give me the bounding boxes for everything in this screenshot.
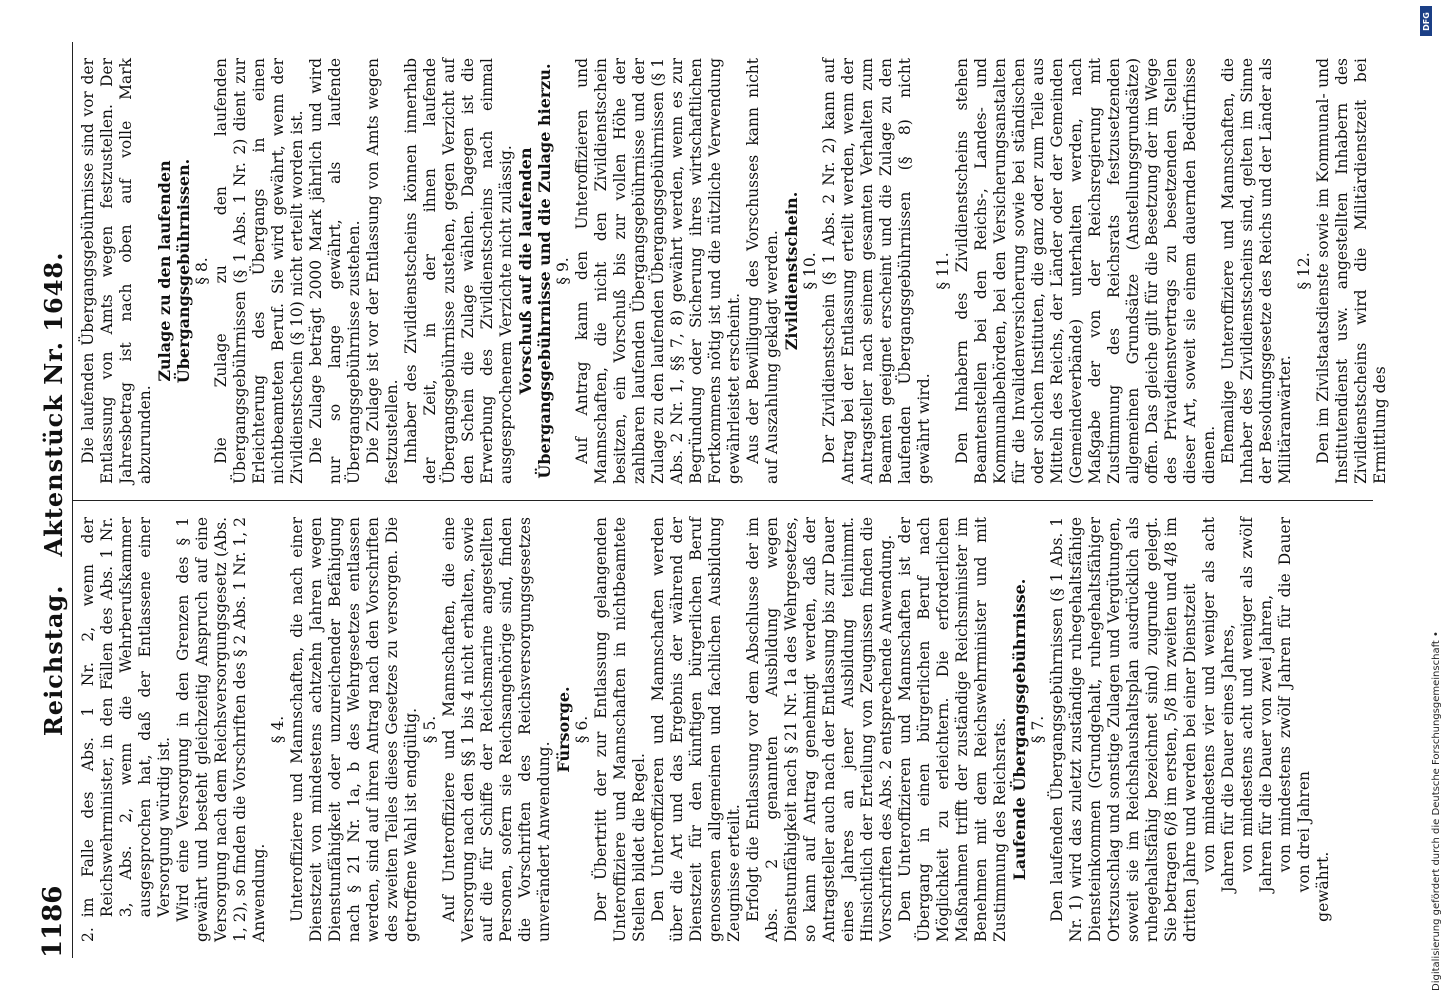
dfg-logo xyxy=(1420,6,1432,36)
paragraph: Die Zulage zu den laufenden Übergangsgebührnissen (§ 1 Abs. 1 Nr. 2) dient zur Erleichterung des Übergangs in einen nichtbeamteten Beruf. Sie wird gewährt, wenn der Zivildienstschein (§ 10) nicht erteilt worden ist. xyxy=(212,58,306,484)
left-column xyxy=(73,500,1373,958)
section-heading: Zulage zu den laufenden Übergangsgebührnissen. xyxy=(155,158,193,384)
digitization-credit xyxy=(1418,8,1442,998)
paragraph: Den Unteroffizieren und Mannschaften werden über die Art und das Ergebnis der während der Dienstzeit für den künftigen bürgerlichen Beruf genossenen allgemeinen und fachlichen Ausbildung Zeugnisse erteilt. xyxy=(649,517,743,942)
section-number: § 5. xyxy=(421,715,439,744)
paragraph: Auf Unteroffiziere und Mannschaften, die eine Versorgung nach den §§ 1 bis 4 nicht erhalten, sowie auf die für Schiffe der Reichsmarine angestellten Personen, sofern sie Reichsangehörige sind, finden die Vorschriften des Reichsversorgungsgesetzes unverändert Anwendung. xyxy=(440,517,553,942)
text-columns xyxy=(73,42,1389,958)
paragraph: Den im Zivilstaatsdienste sowie im Kommunal- und Institutendienst usw. angestellten Inhabern des Zivildienstscheins wird die Militärdienstzeit bei Ermittlung des xyxy=(1314,58,1389,484)
dfg-logo-text: DFG xyxy=(1421,11,1431,31)
item-number: 2. xyxy=(79,927,97,942)
section-number: § 6. xyxy=(573,715,591,744)
parliament-name: Reichstag. xyxy=(39,584,68,737)
item-text: im Falle des Abs. 1 Nr. 2, wenn der Reichswehrminister, in den Fällen des Abs. 1 Nr. 3, Abs. 2, wenn die Wehrberufskammer ausgesprochen hat, daß der Entlassene einer Versorgung würdig ist. xyxy=(79,517,173,918)
section-heading: Fürsorge. xyxy=(554,686,573,773)
paragraph: Der Zivildienstschein (§ 1 Abs. 2 Nr. 2) kann auf Antrag bei der Entlassung erteilt werden, wenn der Antragsteller nach seinem gesamten Verhalten zum Beamten geeignet erscheint und die Zulage zu den laufenden Übergangsgebührnissen (§ 8) nicht gewährt wird. xyxy=(820,58,933,484)
page-header xyxy=(28,42,73,958)
paragraph: Der Übertritt der zur Entlassung gelangenden Unteroffiziere und Mannschaften in nichtbeamtete Stellen bildet die Regel. xyxy=(592,517,648,942)
section-number: § 11. xyxy=(934,252,952,290)
paragraph: Wird eine Versorgung in den Grenzen des § 1 gewährt und besteht gleichzeitig Anspruch auf eine Versorgung nach dem Reichsversorgungsgesetz (Abs. 1, 2), so finden die Vorschriften des § 2 Abs. 1 Nr. 1, 2 Anwendung. xyxy=(174,517,268,942)
section-heading: Laufende Übergangsgebührnisse. xyxy=(1010,578,1029,881)
paragraph: Die Zulage beträgt 2000 Mark jährlich und wird nur so lange gewährt, als laufende Übergangsgebührnisse zustehen. xyxy=(307,58,363,484)
paragraph: Die laufenden Übergangsgebührnisse sind vor der Entlassung von Amts wegen festzustellen. Der Jahresbetrag ist nach oben auf volle Mark abzurunden. xyxy=(79,58,154,484)
paragraph: Unteroffiziere und Mannschaften, die nach einer Dienstzeit von mindestens achtzehn Jahren wegen Dienstunfähigkeit oder unzureichender Befähigung nach § 21 Nr. 1a, b des Wehrgesetzes entlassen werden, sind auf ihren Antrag nach den Vorschriften des zweiten Teiles dieses Gesetzes zu versorgen. Die getroffene Wahl ist endgültig. xyxy=(288,517,420,942)
section-heading: Vorschuß auf die laufenden Übergangsgebührnisse und die Zulage hierzu. xyxy=(516,63,554,479)
paragraph: Aus der Bewilligung des Vorschusses kann nicht auf Auszahlung geklagt werden. xyxy=(744,58,781,484)
paragraph: Den Inhabern des Zivildienstscheins stehen Beamtenstellen bei den Reichs-, Landes- und Kommunalbehörden, bei den Versicherungsanstalten für die Invalidenversicherung sowie bei ständischen oder solchen Instituten, die ganz oder zum Teile aus Mitteln des Reichs, der Länder oder der Gemeinden (Gemeindeverbände) unterhalten werden, nach Maßgabe der von der Reichsregierung mit Zustimmung des Reichsrats festzusetzenden allgemeinen Grundsätze (Anstellungsgrundsätze) offen. Das gleiche gilt für die Besetzung der im Wege des Privatdienstvertrags zu besetzenden Stellen dieser Art, soweit sie einem dauernden Bedürfnisse dienen. xyxy=(953,58,1218,484)
page-number: 1186 xyxy=(38,885,68,958)
list-item xyxy=(79,517,174,942)
section-number: § 12. xyxy=(1295,252,1313,290)
section-heading: Zivildienstschein. xyxy=(782,191,801,351)
paragraph: Auf Antrag kann den Unteroffizieren und Mannschaften, die nicht den Zivildienstschein besitzen, ein Vorschuß bis zur vollen Höhe der zahlbaren laufenden Übergangsgebührnisse und der Zulage zu den laufenden Übergangsgebührnissen (§ 1 Abs. 2 Nr. 1, §§ 7, 8) gewährt werden, wenn es zur Begründung oder Sicherung ihres wirtschaftlichen Fortkommens nötig ist und die nützliche Verwendung gewährleistet erscheint. xyxy=(573,58,743,484)
duration-line: von mindestens vier und weniger als acht Jahren für die Dauer eines Jahres, xyxy=(1200,517,1237,893)
document-page xyxy=(20,20,1400,980)
paragraph: Den Unteroffizieren und Mannschaften ist der Übergang in einen bürgerlichen Beruf nach Möglichkeit zu erleichtern. Die erforderlichen Maßnahmen trifft der zuständige Reichsminister im Benehmen mit dem Reichswehrminister und mit Zustimmung des Reichsrats. xyxy=(896,517,1009,942)
credit-text: Digitalisierung gefördert durch die Deutsche Forschungsgemeinschaft • xyxy=(1431,631,1442,991)
paragraph: Den laufenden Übergangsgebührnissen (§ 1 Abs. 1 Nr. 1) wird das zuletzt zuständige ruhegehaltsfähige Diensteinkommen (Grundgehalt, ruhegehaltsfähiger Ortszuschlag und sonstige Zulagen und Vergütungen, soweit sie im Reichshaushaltsplan ausdrücklich als ruhegehaltsfähig bezeichnet sind) zugrunde gelegt. Sie betragen 6/8 im ersten, 5/8 im zweiten und 4/8 im dritten Jahre und werden bei einer Dienstzeit xyxy=(1048,517,1199,942)
section-number: § 7. xyxy=(1029,715,1047,744)
paragraph: Erfolgt die Entlassung vor dem Abschlusse der im Abs. 2 genannten Ausbildung wegen Dienstunfähigkeit nach § 21 Nr. 1a des Wehrgesetzes, so kann auf Antrag genehmigt werden, daß der Antragsteller auch nach der Entlassung bis zur Dauer eines Jahres an jener Ausbildung teilnimmt. Hinsichtlich der Erteilung von Zeugnissen finden die Vorschriften des Abs. 2 entsprechende Anwendung. xyxy=(744,517,895,942)
paragraph: Die Zulage ist vor der Entlassung von Amts wegen festzustellen. xyxy=(364,58,401,484)
section-number: § 4. xyxy=(269,715,287,744)
paragraph: Inhaber des Zivildienstscheins können innerhalb der Zeit, in der ihnen laufende Übergangsgebührnisse zustehen, gegen Verzicht auf den Schein die Zulage wählen. Dagegen ist die Erwerbung des Zivildienstscheins nach einmal ausgesprochenem Verzichte nicht zulässig. xyxy=(402,58,515,484)
section-number: § 10. xyxy=(801,252,819,290)
paragraph: gewährt. xyxy=(1314,851,1332,922)
right-column xyxy=(73,42,1389,500)
section-number: § 8. xyxy=(193,257,211,285)
document-number: Aktenstück Nr. 1648. xyxy=(39,251,68,557)
duration-line: von mindestens zwölf Jahren für die Dauer von drei Jahren xyxy=(1276,517,1313,893)
duration-line: von mindestens acht und weniger als zwölf Jahren für die Dauer von zwei Jahren, xyxy=(1238,517,1275,893)
header-title xyxy=(39,252,68,737)
section-number: § 9. xyxy=(554,257,572,285)
paragraph: Ehemalige Unteroffiziere und Mannschaften, die Inhaber des Zivildienstscheins sind, gelten im Sinne der Besoldungsgesetze des Reichs und der Länder als Militäranwärter. xyxy=(1219,58,1294,484)
